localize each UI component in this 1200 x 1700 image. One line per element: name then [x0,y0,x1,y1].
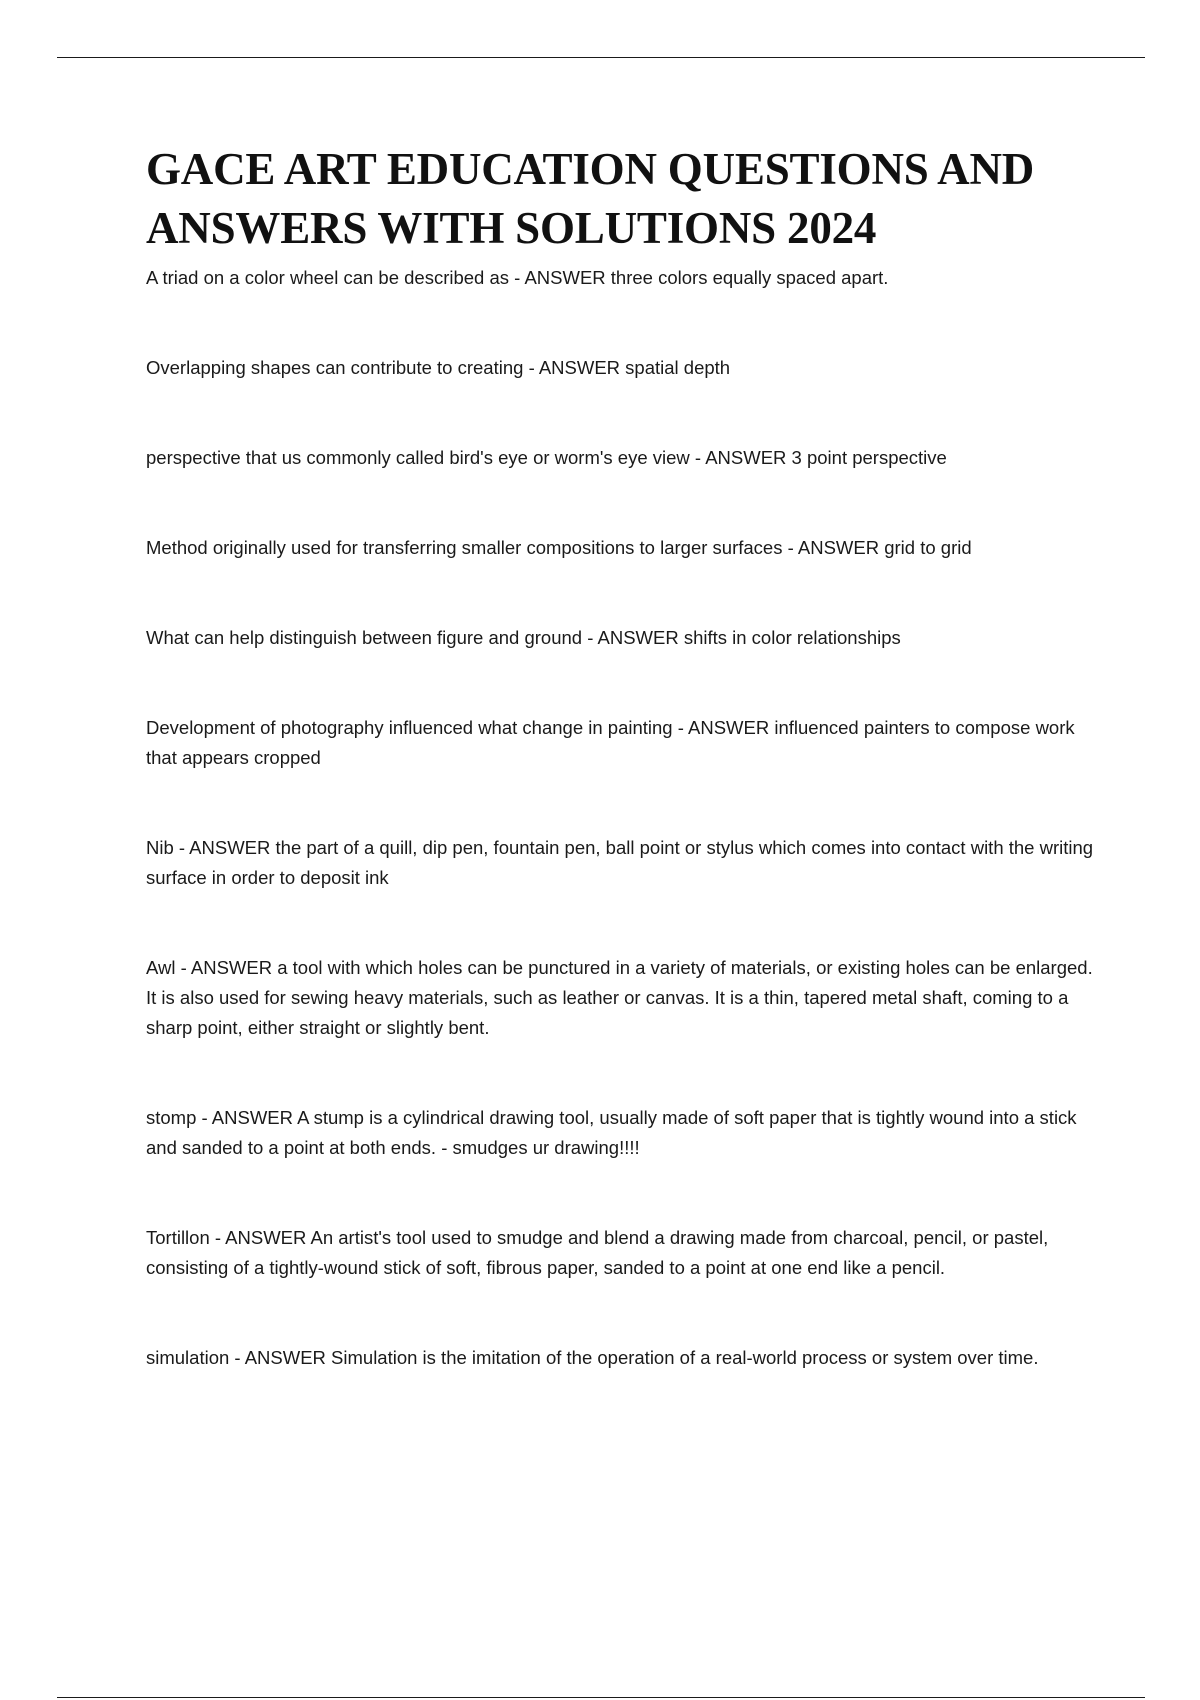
qa-item: perspective that us commonly called bird's eye or worm's eye view - ANSWER 3 point perspective [146,447,947,468]
qa-item: Method originally used for transferring smaller compositions to larger surfaces - ANSWER grid to grid [146,537,972,558]
qa-item: What can help distinguish between figure and ground - ANSWER shifts in color relationships [146,627,901,648]
qa-item: Overlapping shapes can contribute to creating - ANSWER spatial depth [146,357,731,378]
bottom-divider [57,1697,1145,1698]
qa-item: Development of photography influenced what change in painting - ANSWER influenced painters to compose work that appears cropped [146,717,1075,768]
qa-item: A triad on a color wheel can be described as - ANSWER three colors equally spaced apart. [146,267,889,288]
top-divider [57,57,1145,58]
qa-item: stomp - ANSWER A stump is a cylindrical drawing tool, usually made of soft paper that is tightly wound into a stick and sanded to a point at both ends. - smudges ur drawing!!!! [146,1107,1077,1158]
document-body [146,140,1096,1433]
qa-item: simulation - ANSWER Simulation is the imitation of the operation of a real-world process or system over time. [146,1347,1039,1368]
qa-item: Awl - ANSWER a tool with which holes can be punctured in a variety of materials, or existing holes can be enlarged. It is also used for sewing heavy materials, such as leather or canvas. It is a thin, tapered metal shaft, coming to a sharp point, either straight or slightly bent. [146,957,1093,1038]
qa-item: Nib - ANSWER the part of a quill, dip pen, fountain pen, ball point or stylus which comes into contact with the writing surface in order to deposit ink [146,837,1094,888]
page-title: GACE ART EDUCATION QUESTIONS AND ANSWERS WITH SOLUTIONS 2024 [146,144,1035,253]
qa-item: Tortillon - ANSWER An artist's tool used to smudge and blend a drawing made from charcoal, pencil, or pastel, consisting of a tightly-wound stick of soft, fibrous paper, sanded to a point at one end like a pencil. [146,1227,1049,1278]
qa-list [146,263,1096,1373]
